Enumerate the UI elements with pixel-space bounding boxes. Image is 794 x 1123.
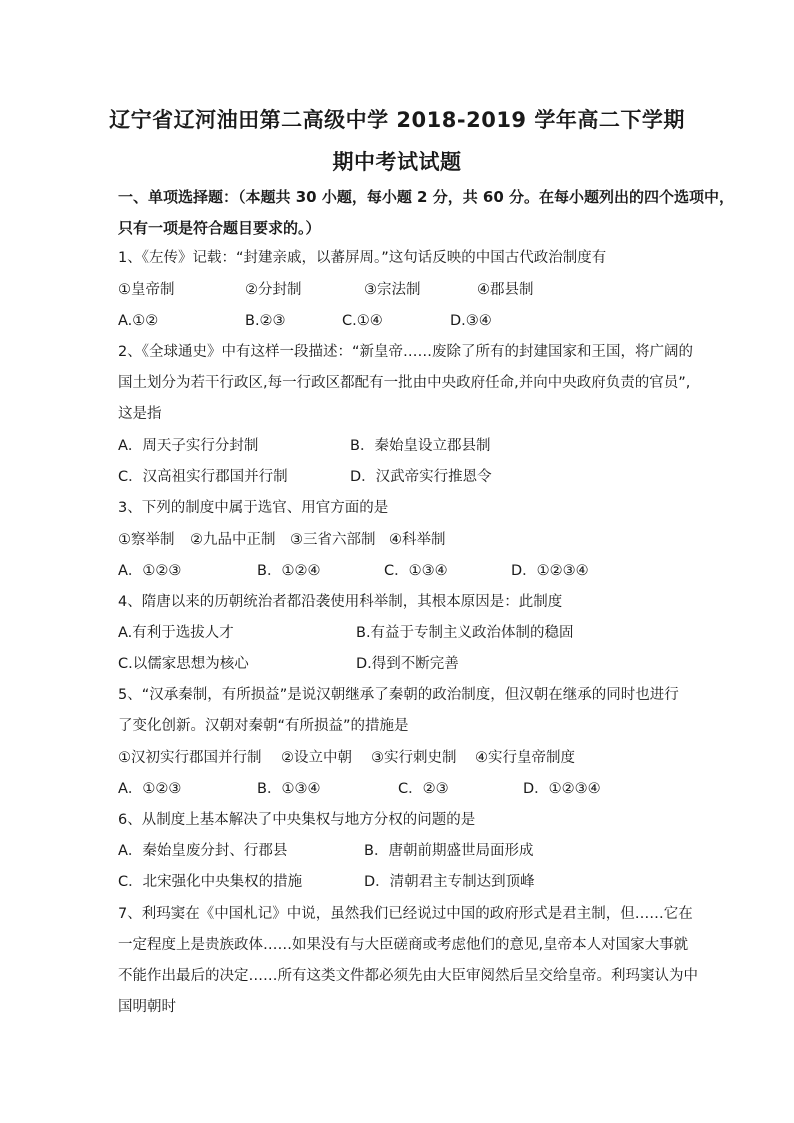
q1-item: ③宗法制 (364, 282, 421, 298)
q4-option-d[interactable]: D.得到不断完善 (356, 656, 459, 672)
q5-item: ②设立中朝 (281, 750, 352, 766)
q2-option-a[interactable]: A．周天子实行分封制 (118, 438, 259, 454)
question-7-stem-cont: 不能作出最后的决定……所有这类文件都必须先由大臣审阅然后呈交给皇帝。利玛窦认为中 (118, 968, 698, 984)
exam-title-line1: 辽宁省辽河油田第二高级中学 2018-2019 学年高二下学期 (109, 108, 685, 132)
question-4-stem: 4、隋唐以来的历朝统治者都沿袭使用科举制，其根本原因是：此制度 (118, 594, 563, 610)
q1-option-a[interactable]: A.①② (118, 313, 159, 329)
q5-item: ③实行刺史制 (371, 750, 457, 766)
q1-option-d[interactable]: D.③④ (450, 313, 492, 329)
q5-option-a[interactable]: A．①②③ (118, 781, 182, 797)
q3-item: ③三省六部制 (290, 532, 376, 548)
q3-item: ②九品中正制 (190, 532, 276, 548)
section-heading: 一、单项选择题：（本题共 30 小题，每小题 2 分，共 60 分。在每小题列出的四个选项中， (118, 188, 735, 206)
q3-option-d[interactable]: D．①②③④ (511, 563, 589, 579)
question-2-stem: 2、《全球通史》中有这样一段描述：“新皇帝……废除了所有的封建国家和王国，将广阔的 (118, 344, 693, 360)
q4-option-b[interactable]: B.有益于专制主义政治体制的稳固 (356, 625, 574, 641)
q5-item: ④实行皇帝制度 (475, 750, 575, 766)
q5-item: ①汉初实行郡国并行制 (118, 750, 262, 766)
q3-option-b[interactable]: B．①②④ (257, 563, 321, 579)
q6-option-d[interactable]: D．清朝君主专制达到顶峰 (364, 874, 535, 890)
q2-option-c[interactable]: C．汉高祖实行郡国并行制 (118, 469, 288, 485)
question-5-stem-cont: 了变化创新。汉朝对秦朝“有所损益”的措施是 (118, 718, 409, 734)
q5-option-b[interactable]: B．①③④ (257, 781, 321, 797)
question-7-stem-cont: 国明朝时 (118, 999, 176, 1015)
q4-option-a[interactable]: A.有利于选拔人才 (118, 625, 234, 641)
question-2-stem-cont: 国土划分为若干行政区,每一行政区都配有一批由中央政府任命,并向中央政府负责的官员”, (118, 375, 691, 391)
q1-item: ①皇帝制 (118, 282, 175, 298)
q4-option-c[interactable]: C.以儒家思想为核心 (118, 656, 249, 672)
question-7-stem-cont: 一定程度上是贵族政体……如果没有与大臣磋商或考虑他们的意见,皇帝本人对国家大事就 (118, 937, 689, 953)
q5-option-d[interactable]: D．①②③④ (523, 781, 601, 797)
question-3-stem: 3、下列的制度中属于选官、用官方面的是 (118, 500, 389, 516)
q2-option-b[interactable]: B．秦始皇设立郡县制 (350, 438, 491, 454)
question-5-stem: 5、“汉承秦制，有所损益”是说汉朝继承了秦朝的政治制度，但汉朝在继承的同时也进行 (118, 687, 679, 703)
q5-option-c[interactable]: C．②③ (398, 781, 449, 797)
q1-item: ②分封制 (245, 282, 302, 298)
exam-title-line2: 期中考试试题 (332, 150, 462, 174)
question-1-stem: 1、《左传》记载：“封建亲戚，以蕃屏周。”这句话反映的中国古代政治制度有 (118, 250, 607, 266)
q1-option-b[interactable]: B.②③ (245, 313, 286, 329)
question-7-stem: 7、利玛窦在《中国札记》中说，虽然我们已经说过中国的政府形式是君主制，但……它在 (118, 906, 693, 922)
q3-item: ①察举制 (118, 532, 175, 548)
q3-option-c[interactable]: C．①③④ (384, 563, 448, 579)
q3-option-a[interactable]: A．①②③ (118, 563, 182, 579)
section-heading-cont: 只有一项是符合题目要求的。） (118, 219, 321, 237)
q1-option-c[interactable]: C.①④ (342, 313, 383, 329)
question-6-stem: 6、从制度上基本解决了中央集权与地方分权的问题的是 (118, 812, 476, 828)
question-2-stem-cont: 这是指 (118, 406, 162, 422)
q2-option-d[interactable]: D．汉武帝实行推恩令 (350, 469, 492, 485)
q6-option-b[interactable]: B．唐朝前期盛世局面形成 (364, 843, 534, 859)
q1-item: ④郡县制 (477, 282, 534, 298)
q3-item: ④科举制 (389, 532, 446, 548)
q6-option-a[interactable]: A．秦始皇废分封、行郡县 (118, 843, 288, 859)
q6-option-c[interactable]: C．北宋强化中央集权的措施 (118, 874, 303, 890)
